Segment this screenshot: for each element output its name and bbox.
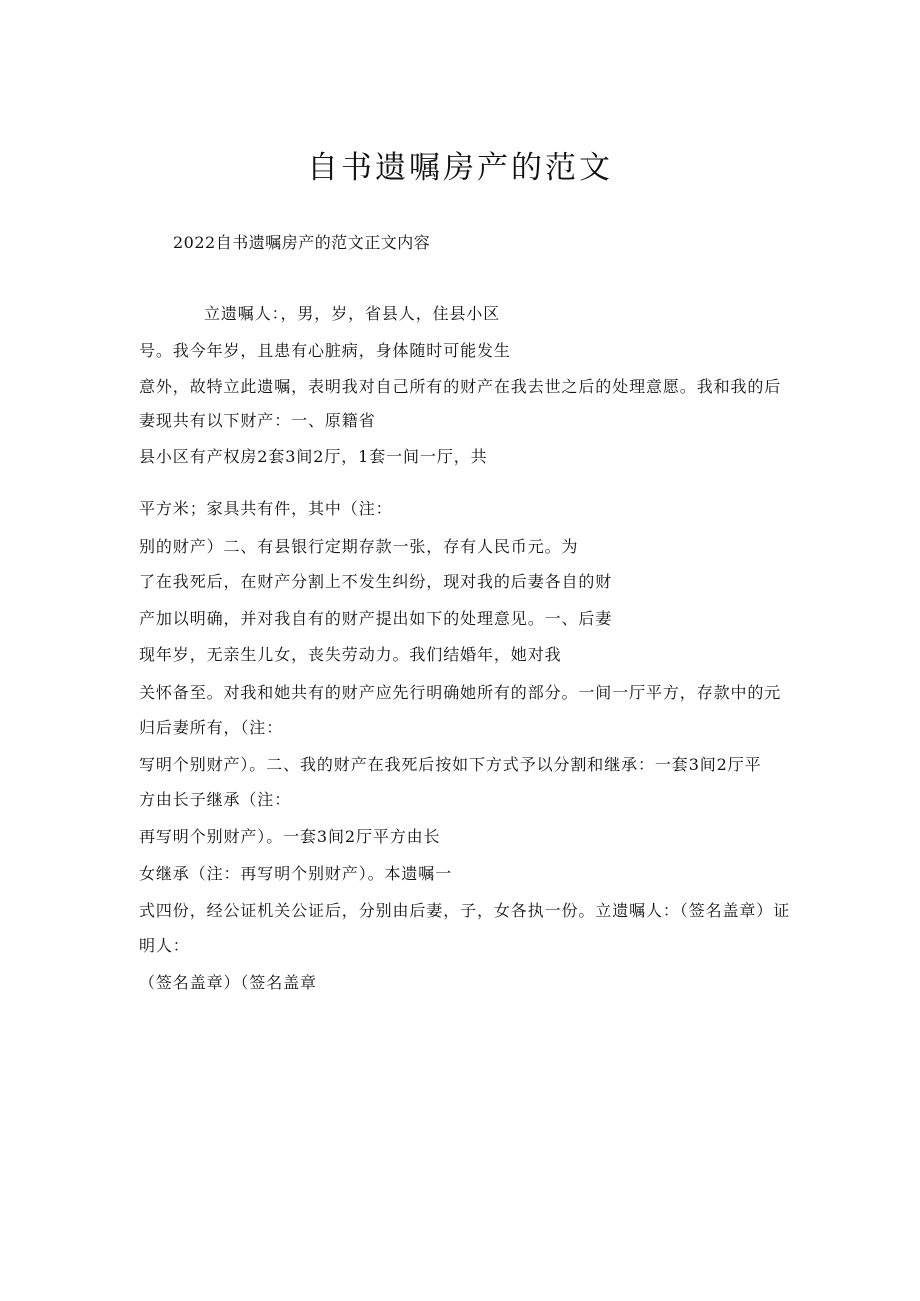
body-line: 女继承（注：再写明个别财产）。本遗嘱一 — [139, 864, 453, 883]
body-line: （签名盖章）（签名盖章 — [139, 973, 317, 992]
body-line: 式四份，经公证机关公证后，分别由后妻，子，女各执一份。立遗嘱人：（签名盖章）证 — [139, 901, 791, 920]
document-title: 自书遗嘱房产的范文 — [307, 150, 613, 186]
body-line: 号。我今年岁，且患有心脏病，身体随时可能发生 — [139, 341, 511, 360]
body-line: 方由长子继承（注： — [139, 790, 292, 809]
body-line: 产加以明确，并对我自有的财产提出如下的处理意见。一、后妻 — [139, 609, 613, 628]
body-line: 妻现共有以下财产：一、原籍省 — [139, 411, 376, 430]
body-line: 归后妻所有，（注： — [139, 718, 284, 737]
body-line: 县小区有产权房2套3间2厅，1套一间一厅，共 — [139, 447, 488, 466]
body-line: 再写明个别财产）。一套3间2厅平方由长 — [139, 827, 441, 846]
document-subtitle: 2022自书遗嘱房产的范文正文内容 — [173, 233, 431, 252]
body-line: 别的财产）二、有县银行定期存款一张，存有人民币元。为 — [139, 537, 579, 556]
body-line: 立遗嘱人：，男，岁，省县人，住县小区 — [204, 304, 501, 323]
body-line: 明人： — [139, 936, 190, 955]
body-line: 了在我死后，在财产分割上不发生纠纷，现对我的后妻各自的财 — [139, 572, 613, 591]
body-line: 平方米；家具共有件，其中（注： — [139, 499, 393, 518]
body-line: 写明个别财产）。二、我的财产在我死后按如下方式予以分割和继承：一套3间2厅平 — [139, 755, 762, 774]
body-line: 关怀备至。对我和她共有的财产应先行明确她所有的部分。一间一厅平方，存款中的元 — [139, 683, 782, 702]
body-line: 意外，故特立此遗嘱，表明我对自己所有的财产在我去世之后的处理意愿。我和我的后 — [139, 377, 782, 396]
body-line: 现年岁，无亲生儿女，丧失劳动力。我们结婚年，她对我 — [139, 645, 562, 664]
